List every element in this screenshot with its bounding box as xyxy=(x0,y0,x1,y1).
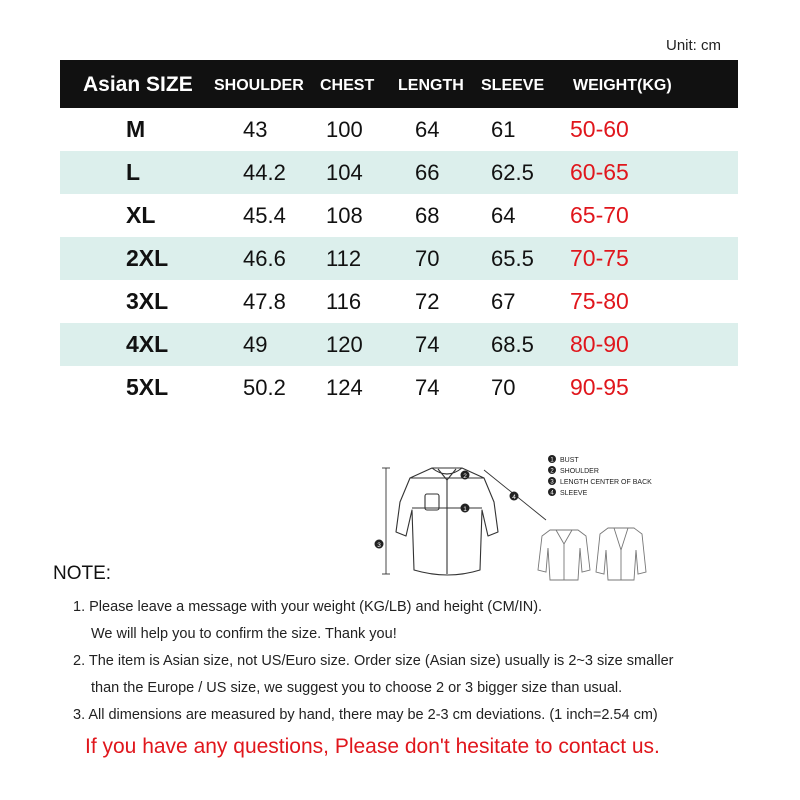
cell-length: 72 xyxy=(415,289,440,314)
table-row xyxy=(60,366,738,409)
cell-size: XL xyxy=(126,202,156,228)
header-chest: CHEST xyxy=(320,77,375,94)
note-1-continued: We will help you to confirm the size. Thank you! xyxy=(91,626,397,642)
table-row xyxy=(60,108,738,151)
note-title: NOTE: xyxy=(53,563,112,584)
header-sleeve: SLEEVE xyxy=(481,77,545,94)
svg-text:3: 3 xyxy=(550,479,554,486)
cell-chest: 104 xyxy=(326,160,363,185)
svg-text:2: 2 xyxy=(550,468,554,475)
table-row xyxy=(60,237,738,280)
cell-length: 74 xyxy=(415,375,440,400)
cell-shoulder: 44.2 xyxy=(243,160,286,185)
cell-length: 68 xyxy=(415,203,440,228)
svg-text:4: 4 xyxy=(550,490,554,497)
marker-shoulder-num: 2 xyxy=(463,473,467,480)
cell-chest: 124 xyxy=(326,375,363,400)
measurement-diagram xyxy=(370,440,670,590)
cell-chest: 100 xyxy=(326,117,363,142)
note-3: 3. All dimensions are measured by hand, there may be 2-3 cm deviations. (1 inch=2.54 cm) xyxy=(73,707,658,723)
table-row xyxy=(60,194,738,237)
cell-sleeve: 61 xyxy=(491,117,516,142)
cell-weight: 60-65 xyxy=(570,159,629,185)
legend-bust: BUST xyxy=(560,457,579,464)
legend-length: LENGTH CENTER OF BACK xyxy=(560,479,652,486)
cell-weight: 75-80 xyxy=(570,288,629,314)
cell-sleeve: 64 xyxy=(491,203,516,228)
table-row xyxy=(60,323,738,366)
marker-bust-num: 1 xyxy=(463,506,467,513)
cell-size: L xyxy=(126,159,141,185)
cell-length: 66 xyxy=(415,160,440,185)
note-2-continued: than the Europe / US size, we suggest you to choose 2 or 3 bigger size than usual. xyxy=(91,680,623,696)
table-row xyxy=(60,151,738,194)
cell-length: 64 xyxy=(415,117,440,142)
jacket-sketches xyxy=(538,528,646,580)
size-table-header xyxy=(60,60,738,108)
header-size: Asian SIZE xyxy=(83,73,193,96)
cell-weight: 50-60 xyxy=(570,116,629,142)
cell-sleeve: 70 xyxy=(491,375,516,400)
cell-shoulder: 43 xyxy=(243,117,268,142)
contact-message: If you have any questions, Please don't hesitate to contact us. xyxy=(85,735,660,758)
cell-shoulder: 47.8 xyxy=(243,289,286,314)
marker-length-num: 3 xyxy=(377,542,381,549)
legend-shoulder: SHOULDER xyxy=(560,468,599,475)
cell-size: 3XL xyxy=(126,288,169,314)
cell-weight: 90-95 xyxy=(570,374,629,400)
legend-sleeve: SLEEVE xyxy=(560,490,588,497)
svg-text:1: 1 xyxy=(550,457,554,464)
cell-size: 4XL xyxy=(126,331,169,357)
cell-chest: 108 xyxy=(326,203,363,228)
header-shoulder: SHOULDER xyxy=(214,77,304,94)
cell-size: 5XL xyxy=(126,374,169,400)
cell-sleeve: 67 xyxy=(491,289,516,314)
cell-size: 2XL xyxy=(126,245,169,271)
header-length: LENGTH xyxy=(398,77,464,94)
cell-weight: 70-75 xyxy=(570,245,629,271)
cell-sleeve: 68.5 xyxy=(491,332,534,357)
cell-length: 70 xyxy=(415,246,440,271)
note-1: 1. Please leave a message with your weight (KG/LB) and height (CM/IN). xyxy=(73,599,543,615)
cell-weight: 80-90 xyxy=(570,331,629,357)
cell-chest: 112 xyxy=(326,246,362,271)
cell-shoulder: 50.2 xyxy=(243,375,286,400)
header-weight: WEIGHT(KG) xyxy=(573,77,672,94)
cell-sleeve: 62.5 xyxy=(491,160,534,185)
cell-size: M xyxy=(126,116,146,142)
marker-sleeve-num: 4 xyxy=(512,494,516,501)
cell-chest: 116 xyxy=(326,289,362,314)
table-row xyxy=(60,280,738,323)
diagram-legend xyxy=(548,455,652,497)
cell-weight: 65-70 xyxy=(570,202,629,228)
cell-shoulder: 49 xyxy=(243,332,268,357)
cell-shoulder: 46.6 xyxy=(243,246,286,271)
cell-chest: 120 xyxy=(326,332,363,357)
note-2: 2. The item is Asian size, not US/Euro size. Order size (Asian size) usually is 2~3 size smaller xyxy=(73,653,674,669)
cell-sleeve: 65.5 xyxy=(491,246,534,271)
cell-shoulder: 45.4 xyxy=(243,203,286,228)
unit-label: Unit: cm xyxy=(666,37,722,54)
cell-length: 74 xyxy=(415,332,440,357)
